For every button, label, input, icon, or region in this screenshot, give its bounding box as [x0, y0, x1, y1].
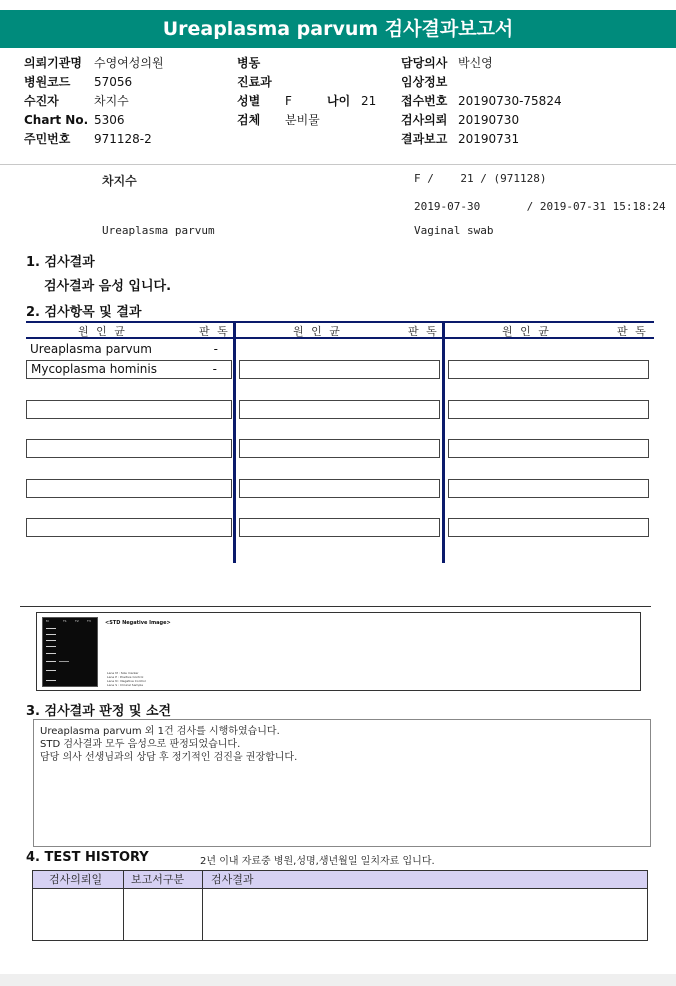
- col-pathogen-header-3: 원 인 균: [502, 325, 551, 338]
- age-value: 21: [361, 94, 377, 108]
- empty-result-cell: [448, 479, 649, 498]
- gel-image-panel: [36, 612, 641, 691]
- request-date-label: 검사의뢰: [401, 113, 448, 127]
- image-top-rule: [20, 606, 651, 607]
- opinion-line: 담당 의사 선생님과의 상담 후 정기적인 검진을 권장합니다.: [40, 752, 298, 763]
- resident-no-label: 주민번호: [24, 132, 71, 146]
- age-label: 나이: [327, 94, 351, 108]
- hospital-code-label: 병원코드: [24, 75, 71, 89]
- empty-result-cell: [26, 400, 232, 419]
- marker-band: [46, 640, 56, 641]
- sex-label: 성별: [237, 94, 261, 108]
- receipt-no-label: 접수번호: [401, 94, 448, 108]
- empty-result-cell: [239, 479, 440, 498]
- col-pathogen-header-2: 원 인 균: [293, 325, 342, 338]
- ward-label: 병동: [237, 56, 261, 70]
- col-result-header-2: 판 독: [408, 325, 439, 338]
- marker-band: [46, 653, 56, 654]
- result-row: [26, 341, 232, 360]
- section3-title: 3. 검사결과 판정 및 소견: [26, 704, 172, 719]
- marker-band: [46, 634, 56, 635]
- pathogen-result: -: [213, 342, 218, 356]
- info-column-3: [401, 54, 562, 149]
- gel-legend-line: Lane P : Positive Control: [107, 675, 144, 679]
- clinical-label: 임상정보: [401, 75, 448, 89]
- col-result-header-1: 판 독: [199, 325, 230, 338]
- summary-test: Ureaplasma parvum: [102, 224, 215, 237]
- col-pathogen-header-1: 원 인 균: [78, 325, 127, 338]
- page-footer: [0, 974, 676, 986]
- section1-result-text: 검사결과 음성 입니다.: [44, 279, 172, 294]
- specimen-value: 분비물: [285, 113, 320, 127]
- history-table: [32, 870, 648, 941]
- gel-image-caption: <STD Negative Image>: [105, 620, 171, 626]
- sex-value: F: [285, 94, 292, 108]
- opinion-box: [33, 719, 651, 847]
- col-result-header-3: 판 독: [617, 325, 648, 338]
- hospital-code-value: 57056: [94, 75, 133, 89]
- empty-result-cell: [239, 439, 440, 458]
- column-divider-1: [233, 321, 236, 563]
- report-date-label: 결과보고: [401, 132, 448, 146]
- chart-no-label: Chart No.: [24, 113, 89, 127]
- pathogen-result: -: [212, 362, 217, 376]
- header-divider: [0, 164, 676, 165]
- section2-title: 2. 검사항목 및 결과: [26, 305, 142, 320]
- history-note: 2년 이내 자료중 병원,성명,생년월일 일치자료 입니다.: [200, 856, 435, 867]
- history-table-header: [33, 871, 647, 889]
- empty-result-cell: [26, 518, 232, 537]
- result-row: [26, 360, 232, 379]
- lane-label: T2: [75, 619, 79, 623]
- marker-band: [46, 680, 56, 681]
- summary-name: 차지수: [102, 174, 137, 188]
- marker-band: [46, 670, 56, 671]
- info-column-1: [24, 54, 164, 149]
- empty-result-cell: [239, 360, 440, 379]
- sample-band: [59, 661, 69, 662]
- info-column-2: [237, 54, 376, 130]
- lane-label: T3: [87, 619, 91, 623]
- marker-band: [46, 646, 56, 647]
- pathogen-name: Ureaplasma parvum: [30, 342, 152, 356]
- pathogen-name: Mycoplasma hominis: [31, 362, 157, 376]
- history-col-report-type: 보고서구분: [131, 873, 185, 886]
- history-col-request-date: 검사의뢰일: [49, 873, 103, 886]
- institution-value: 수영여성의원: [94, 56, 164, 70]
- institution-label: 의뢰기관명: [24, 56, 82, 70]
- marker-band: [46, 628, 56, 629]
- empty-result-cell: [448, 400, 649, 419]
- summary-dates: 2019-07-30 / 2019-07-31 15:18:24: [414, 200, 666, 213]
- column-divider-2: [442, 321, 445, 563]
- gel-image: [42, 617, 98, 687]
- empty-result-cell: [448, 360, 649, 379]
- report-date-value: 20190731: [458, 132, 520, 146]
- patient-value: 차지수: [94, 94, 129, 108]
- summary-sex-age: F / 21 / (971128): [414, 172, 547, 185]
- report-title: Ureaplasma parvum 검사결과보고서: [0, 10, 676, 48]
- resident-no-value: 971128-2: [94, 132, 152, 146]
- marker-band: [46, 661, 56, 662]
- doctor-value: 박신영: [458, 56, 493, 70]
- empty-result-cell: [448, 518, 649, 537]
- history-col-result: 검사결과: [211, 873, 254, 886]
- history-col-divider: [123, 871, 124, 940]
- specimen-label: 검체: [237, 113, 261, 127]
- opinion-line: Ureaplasma parvum 외 1건 검사를 시행하였습니다.: [40, 726, 280, 737]
- empty-result-cell: [26, 439, 232, 458]
- opinion-line: STD 검사결과 모두 음성으로 판정되었습니다.: [40, 739, 241, 750]
- gel-legend-line: Lane M : Size marker: [107, 671, 139, 675]
- section1-title: 1. 검사결과: [26, 255, 95, 270]
- lane-label: T1: [63, 619, 67, 623]
- receipt-no-value: 20190730-75824: [458, 94, 562, 108]
- request-date-value: 20190730: [458, 113, 520, 127]
- summary-specimen: Vaginal swab: [414, 224, 494, 237]
- patient-label: 수진자: [24, 94, 59, 108]
- empty-result-cell: [448, 439, 649, 458]
- dept-label: 진료과: [237, 75, 272, 89]
- chart-no-value: 5306: [94, 113, 125, 127]
- history-col-divider: [202, 871, 203, 940]
- empty-result-cell: [26, 479, 232, 498]
- section4-title: 4. TEST HISTORY: [26, 850, 149, 865]
- empty-result-cell: [239, 400, 440, 419]
- doctor-label: 담당의사: [401, 56, 448, 70]
- gel-legend-line: Lane S : Clinical Sample: [107, 683, 144, 687]
- gel-legend-line: Lane N : Negative Control: [107, 679, 146, 683]
- lane-label: M: [46, 619, 49, 623]
- empty-result-cell: [239, 518, 440, 537]
